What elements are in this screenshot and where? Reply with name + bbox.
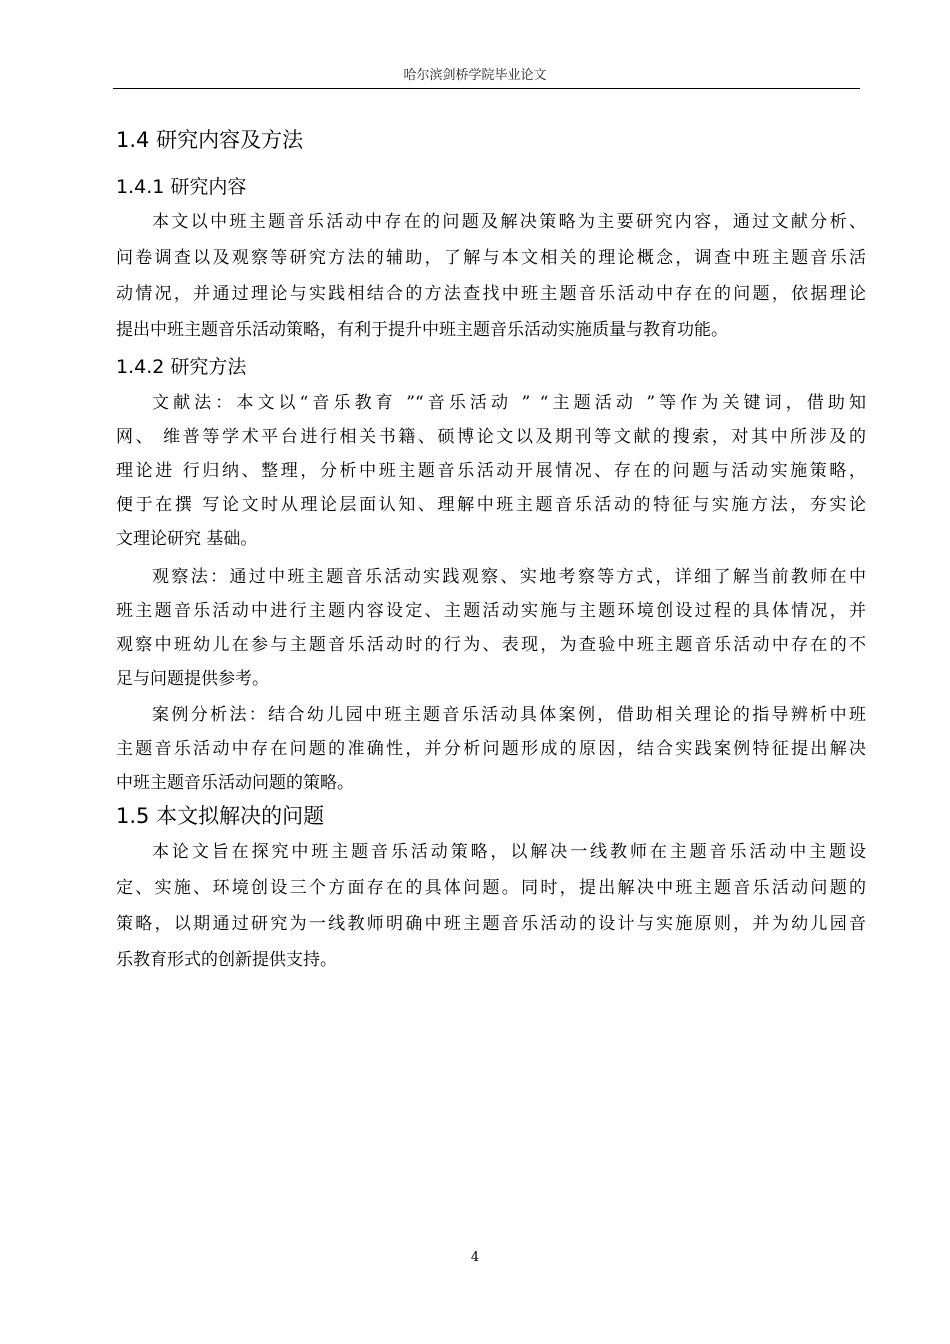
paragraph-line: 主题音乐活动中存在问题的准确性，并分析问题形成的原因，结合实践案例特征提出解决 [116,739,866,759]
paragraph-line: 问卷调查以及观察等研究方法的辅助，了解与本文相关的理论概念，调查中班主题音乐活 [116,248,866,268]
paragraph-line: 中班主题音乐活动问题的策略。 [116,773,354,793]
paragraph-line: 网、 维普等学术平台进行相关书籍、硕博论文以及期刊等文献的搜索，对其中所涉及的 [116,427,866,447]
running-header: 哈尔滨剑桥学院毕业论文 [403,68,547,83]
paragraph-line: 定、实施、环境创设三个方面存在的具体问题。同时，提出解决中班主题音乐活动问题的 [116,878,866,898]
paragraph-case-method [116,698,866,800]
paragraph-line: 理论进 行归纳、整理，分析中班主题音乐活动开展情况、存在的问题与活动实施策略， [116,461,866,481]
paragraph-research-content [116,204,866,348]
paragraph-line: 文献法：本文以“音乐教育 ”“音乐活动 ” “主题活动 ”等作为关键词，借助知 [152,393,866,413]
paragraph-line: 文理论研究 基础。 [116,529,258,549]
paragraph-problems [116,834,866,978]
paragraph-line: 本文以中班主题音乐活动中存在的问题及解决策略为主要研究内容，通过文献分析、 [152,212,866,232]
section-heading-1-4: 1.4 研究内容及方法 [116,128,304,152]
paragraph-line: 动情况，并通过理论与实践相结合的方法查找中班主题音乐活动中存在的问题，依据理论 [116,284,866,304]
section-heading-1-5: 1.5 本文拟解决的问题 [116,804,325,828]
paragraph-line: 提出中班主题音乐活动策略，有利于提升中班主题音乐活动实施质量与教育功能。 [116,320,728,340]
paragraph-line: 案例分析法：结合幼儿园中班主题音乐活动具体案例，借助相关理论的指导辨析中班 [152,705,866,725]
paragraph-literature-method [116,386,866,556]
page-number: 4 [470,1250,480,1265]
section-heading-1-4-2: 1.4.2 研究方法 [116,356,247,378]
header-rule [113,88,860,89]
paragraph-line: 观察中班幼儿在参与主题音乐活动时的行为、表现，为查验中班主题音乐活动中存在的不 [116,635,866,655]
paragraph-line: 乐教育形式的创新提供支持。 [116,950,337,970]
paragraph-line: 本论文旨在探究中班主题音乐活动策略，以解决一线教师在主题音乐活动中主题设 [152,842,866,862]
paragraph-line: 策略，以期通过研究为一线教师明确中班主题音乐活动的设计与实施原则，并为幼儿园音 [116,914,866,934]
section-heading-1-4-1: 1.4.1 研究内容 [116,176,247,198]
paragraph-line: 足与问题提供参考。 [116,669,269,689]
paragraph-line: 便于在撰 写论文时从理论层面认知、理解中班主题音乐活动的特征与实施方法，夯实论 [116,495,866,515]
paragraph-line: 观察法：通过中班主题音乐活动实践观察、实地考察等方式，详细了解当前教师在中 [152,567,866,587]
paragraph-line: 班主题音乐活动中进行主题内容设定、主题活动实施与主题环境创设过程的具体情况，并 [116,601,866,621]
paragraph-observation-method [116,560,866,696]
